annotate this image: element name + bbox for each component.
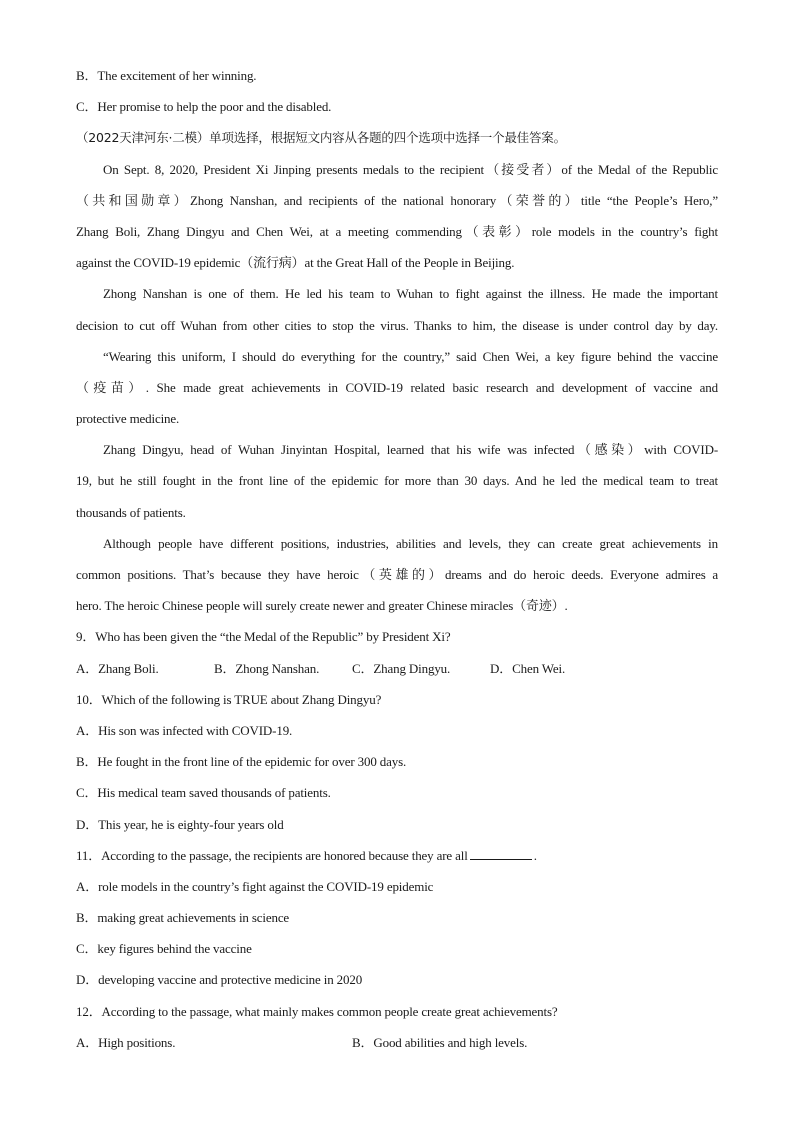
passage-line: thousands of patients. (76, 504, 186, 520)
question-12-options (76, 1027, 718, 1058)
passage-line: against the COVID-19 epidemic（流行病）at the Great Hall of the People in Beijing. (76, 255, 515, 271)
question-9-stem: 9．Who has been given the “the Medal of the Republic” by President Xi? (76, 629, 451, 645)
section-heading: （2022天津河东·二模）单项选择，根据短文内容从各题的四个选项中选择一个最佳答案。 (76, 130, 566, 146)
answer-blank (470, 847, 532, 860)
passage-line: protective medicine. (76, 411, 180, 427)
option-c: C．His medical team saved thousands of patients. (76, 785, 331, 801)
question-12-stem: 12．According to the passage, what mainly makes common people create great achievements? (76, 1003, 558, 1019)
passage-line: On Sept. 8, 2020, President Xi Jinping presents medals to the recipient（接受者）of the Medal of the Republic (103, 161, 718, 177)
option-b: B．making great achievements in science (76, 910, 290, 926)
option-a: A．High positions. (76, 1034, 176, 1050)
option-b: B．He fought in the front line of the epidemic for over 300 days. (76, 754, 407, 770)
passage-line: Zhong Nanshan is one of them. He led his team to Wuhan to fight against the illness. He made the important (103, 286, 718, 302)
option-a: A．Zhang Boli. (76, 660, 159, 676)
question-11-end: . (533, 847, 537, 863)
passage-line: decision to cut off Wuhan from other cities to stop the virus. Thanks to him, the disease is under control day by day. (76, 317, 718, 333)
option-b: B．Zhong Nanshan. (214, 660, 320, 676)
option-line: C．Her promise to help the poor and the disabled. (76, 99, 332, 115)
passage-line: hero. The heroic Chinese people will surely create newer and greater Chinese miracles（奇迹）. (76, 598, 568, 614)
question-11-text: 11．According to the passage, the recipients are honored because they are all (76, 847, 468, 863)
question-9-options (76, 653, 718, 684)
option-d: D．developing vaccine and protective medicine in 2020 (76, 972, 363, 988)
passage-line: common positions. That’s because they have heroic（英雄的）dreams and do heroic deeds. Everyone admires a (76, 567, 718, 582)
option-line: B．The excitement of her winning. (76, 68, 257, 83)
passage-line: Although people have different positions, industries, abilities and levels, they can create great achievements in (103, 535, 718, 551)
option-d: D．Chen Wei. (490, 660, 566, 676)
question-11-stem (76, 840, 718, 871)
option-d: D．This year, he is eighty-four years old (76, 816, 284, 832)
passage-line: 19, but he still fought in the front line of the epidemic for more than 30 days. And he led the medical team to treat (76, 473, 718, 489)
question-10-stem: 10．Which of the following is TRUE about Zhang Dingyu? (76, 691, 382, 707)
passage-line: Zhang Dingyu, head of Wuhan Jinyintan Hospital, learned that his wife was infected（感染）with COVID- (103, 442, 718, 458)
passage-line: （疫苗）. She made great achievements in COVID-19 related basic research and development of vaccine and (76, 379, 718, 395)
option-c: C．key figures behind the vaccine (76, 941, 252, 957)
option-a: A．role models in the country’s fight against the COVID-19 epidemic (76, 878, 434, 894)
passage-line: Zhang Boli, Zhang Dingyu and Chen Wei, at a meeting commending（表彰）role models in the country’s fight (76, 223, 718, 239)
option-b: B．Good abilities and high levels. (352, 1034, 528, 1050)
passage-line: “Wearing this uniform, I should do everything for the country,” said Chen Wei, a key figure behind the vaccine (103, 348, 718, 364)
passage-line: （共和国勋章）Zhong Nanshan, and recipients of the national honorary（荣誉的）title “the People’s Hero,” (76, 192, 718, 208)
document-page (76, 60, 718, 1058)
option-a: A．His son was infected with COVID-19. (76, 722, 293, 738)
option-c: C．Zhang Dingyu. (352, 660, 451, 676)
